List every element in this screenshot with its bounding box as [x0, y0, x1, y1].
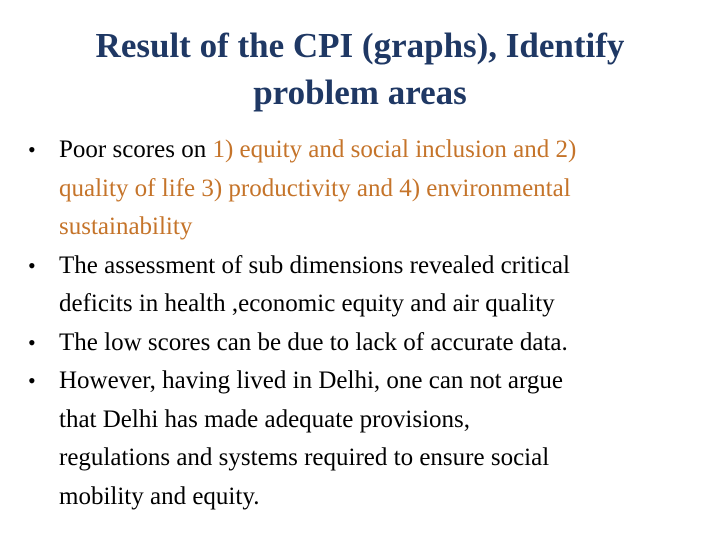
highlighted-text: quality of life 3) productivity and 4) environmental — [59, 174, 571, 202]
bullet-item-poor-scores — [27, 131, 697, 247]
slide-title-line-2: problem areas — [253, 73, 467, 112]
bullet-item-however — [27, 362, 697, 516]
bullet-text: Poor scores on — [59, 136, 213, 163]
bullet-item-assessment — [27, 247, 697, 324]
bullet-text: mobility and equity. — [59, 482, 260, 510]
bullet-text: The low scores can be due to lack of accurate data. — [59, 328, 568, 356]
highlighted-text: sustainability — [59, 213, 193, 240]
bullet-text: regulations and systems required to ensure social — [59, 444, 550, 471]
bullet-text: However, having lived in Delhi, one can not argue — [59, 367, 563, 394]
bullet-text: that Delhi has made adequate provisions, — [59, 405, 470, 433]
bullet-line — [59, 131, 697, 170]
bullet-icon: • — [28, 329, 36, 355]
bullet-icon: • — [28, 252, 36, 278]
bullet-text: The assessment of sub dimensions revealed critical — [59, 251, 570, 279]
bullet-icon: • — [28, 368, 36, 393]
bullet-icon: • — [28, 137, 36, 162]
slide-title-line-1: Result of the CPI (graphs), Identify — [95, 26, 625, 65]
highlighted-text: 1) equity and social inclusion and 2) — [212, 136, 577, 163]
bullet-item-low-scores — [27, 324, 697, 363]
slide-title — [20, 22, 700, 116]
bullet-text: deficits in health ,economic equity and air quality — [59, 290, 555, 317]
bullet-list — [27, 131, 697, 516]
